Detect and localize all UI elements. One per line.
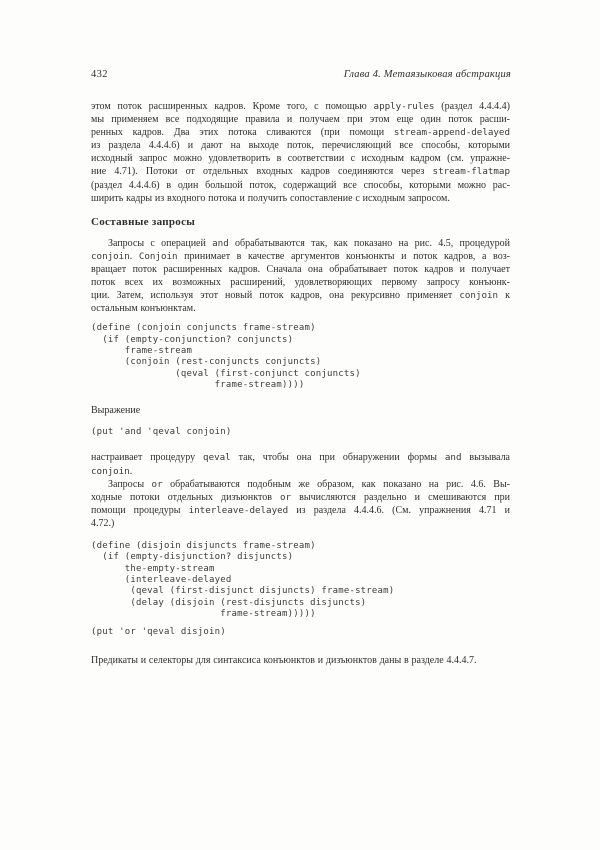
text-run: . <box>129 250 139 262</box>
inline-code: apply-rules <box>373 101 435 112</box>
text-line <box>91 517 510 530</box>
code-line: frame-stream <box>91 345 193 356</box>
code-line: (delay (disjoin (rest-disjuncts disjuncts) <box>91 597 367 608</box>
text-line <box>91 491 510 504</box>
text-line <box>91 179 510 192</box>
running-head <box>91 69 511 81</box>
text-run: Предикаты и селекторы для синтаксиса конъюнктов и дизъюнктов даны в разделе 4.4.4.7. <box>91 655 477 667</box>
text-run: этом поток расширенных кадров. Кроме того, с помощью <box>91 101 374 112</box>
code-block <box>91 427 510 438</box>
text-line <box>91 276 510 289</box>
text-line <box>91 165 510 178</box>
code-line: frame-stream)))) <box>91 379 305 390</box>
paragraph <box>91 478 510 530</box>
text-run: ширить кадры из входного потока и получить сопоставление с исходным запросом. <box>91 192 450 204</box>
code-line: (define (conjoin conjuncts frame-stream) <box>91 323 316 334</box>
code-block <box>91 541 510 620</box>
text-run: исходный запрос можно удовлетворить в соответствии с исходным кадром (см. упражне- <box>91 153 510 165</box>
code-block <box>91 323 510 391</box>
text-run: вычисляются раздельно и смешиваются при <box>291 491 510 503</box>
text-run: принимает в качестве аргументов конъюнкты и поток кадров, а воз- <box>177 250 510 262</box>
text-run: настраивает процедуру <box>91 452 204 464</box>
inline-code: stream-append-delayed <box>393 127 510 139</box>
text-run: (раздел 4.4.4.4) <box>434 101 510 112</box>
text-run: из раздела 4.4.4.6) и дают на выходе поток, перечисляющий все способы, которыми <box>91 140 510 152</box>
paragraph <box>91 237 510 316</box>
text-run: ние 4.71). Потоки от отдельных входных кадров соединяются через <box>91 166 433 178</box>
code-line: (if (empty-disjunction? disjuncts) <box>91 552 294 563</box>
paragraph <box>91 451 510 477</box>
text-line <box>91 654 510 667</box>
text-run: вращает поток расширенных кадров. Сначала она обрабатывает поток кадров и получает <box>91 263 510 275</box>
text-run: вызывала <box>461 452 510 464</box>
code-line: the-empty-stream <box>91 563 215 574</box>
paragraph <box>91 100 510 205</box>
section-heading: Составные запросы <box>91 215 196 228</box>
inline-code: stream-flatmap <box>432 166 510 178</box>
text-line <box>91 504 510 517</box>
code-block <box>91 627 510 638</box>
text-line <box>91 250 510 263</box>
inline-code: interleave-delayed <box>188 504 289 516</box>
text-run: помощи процедуры <box>91 504 189 516</box>
code-line: (conjoin (rest-conjuncts conjuncts) <box>91 357 322 368</box>
text-run: ходные потоки отдельных дизъюнктов <box>91 491 281 503</box>
inline-code: or <box>280 491 292 503</box>
text-line <box>91 451 510 464</box>
text-run: так, чтобы она при обнаружении формы <box>230 452 445 464</box>
inline-code: conjoin <box>91 465 130 477</box>
code-line: frame-stream))))) <box>91 608 316 619</box>
inline-code: Conjoin <box>138 250 178 262</box>
paragraph <box>91 654 510 667</box>
code-line: (define (disjoin disjuncts frame-stream) <box>91 541 316 552</box>
text-line <box>91 289 510 302</box>
inline-code: qeval <box>203 452 231 464</box>
text-run: Запросы <box>108 478 152 490</box>
text-run: Выражение <box>91 405 141 417</box>
code-line: (interleave-delayed <box>91 574 232 585</box>
inline-code: conjoin <box>91 250 130 262</box>
text-line <box>91 126 510 139</box>
text-run: 4.72.) <box>91 517 115 529</box>
inline-code: conjoin <box>459 290 499 302</box>
text-line <box>91 100 510 113</box>
inline-code: and <box>212 237 229 249</box>
text-run: обрабатываются подобным же образом, как показано на рис. 4.6. Вы- <box>162 478 510 490</box>
text-line <box>91 478 510 491</box>
page-content <box>91 100 510 668</box>
text-run: обрабатываются так, как показано на рис. 4.5, процедурой <box>228 237 510 249</box>
code-line: (put 'or 'qeval disjoin) <box>91 627 226 638</box>
text-run: ренных кадров. Два этих потока сливаются (при помощи <box>91 127 394 139</box>
text-line <box>91 237 510 250</box>
text-line <box>91 404 510 417</box>
text-line <box>91 139 510 152</box>
text-run: . <box>129 465 133 477</box>
text-run: ции. Затем, используя этот новый поток кадров, она рекурсивно применяет <box>91 290 460 302</box>
text-run: Запросы с операцией <box>108 237 213 249</box>
inline-code: or <box>151 478 163 490</box>
text-line <box>91 192 510 205</box>
chapter-title: Глава 4. Метаязыковая абстракция <box>343 69 511 80</box>
text-run: к <box>498 290 510 302</box>
text-run: остальным конъюнктам. <box>91 303 196 315</box>
paragraph <box>91 404 510 417</box>
text-run: мы применяем все подходящие правила и получаем при этом еще один поток расши- <box>91 114 510 126</box>
page-number: 432 <box>91 69 108 80</box>
inline-code: and <box>444 452 462 464</box>
text-line <box>91 152 510 165</box>
text-line <box>91 465 510 478</box>
text-run: поток всех их возможных расширений, удовлетворяющих первому запросу конъюнк- <box>91 277 510 289</box>
text-run: (раздел 4.4.4.6) в один большой поток, содержащий все способы, которыми можно рас- <box>91 179 510 191</box>
code-line: (qeval (first-conjunct conjuncts) <box>91 368 361 379</box>
text-line <box>91 263 510 276</box>
code-line: (qeval (first-disjunct disjuncts) frame-stream) <box>91 586 395 597</box>
code-line: (put 'and 'qeval conjoin) <box>91 427 232 438</box>
code-line: (if (empty-conjunction? conjuncts) <box>91 334 294 345</box>
text-line <box>91 302 510 315</box>
text-line <box>91 113 510 126</box>
text-run: из раздела 4.4.4.6. (См. упражнения 4.71 и <box>288 504 510 516</box>
